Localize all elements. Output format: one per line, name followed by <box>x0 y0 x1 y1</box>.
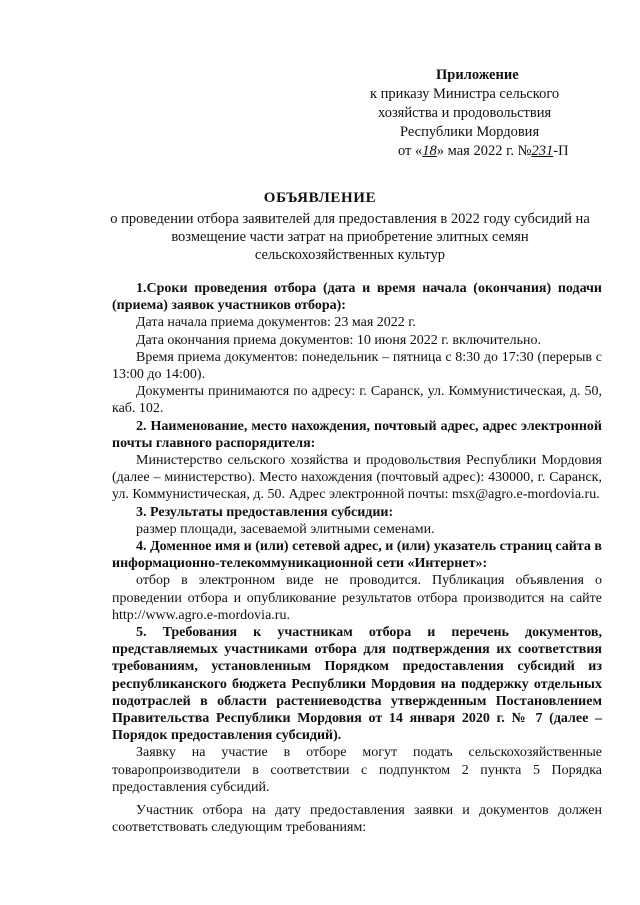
date-mid: » мая 2022 г. № <box>436 143 532 159</box>
order-number: 231 <box>531 143 554 159</box>
document-body <box>112 280 602 837</box>
section-1-para-1: Дата начала приема документов: 23 мая 2022 г. <box>136 315 416 331</box>
appendix-line-1: к приказу Министра сельского <box>370 86 560 102</box>
section-5-heading: 5. Требования к участникам отбора и перечень документов, представляемых участниками отбора для подтверждения их соответствия требованиям, установленным Порядком предоставления субсидий из республиканского бюджета Республики Мордовия на поддержку отдельных подотраслей в области растениеводства утвержденным Постановлением Правительства Республики Мордовия от 14 января 2020 г. № 7 (далее – Порядок предоставления субсидий). <box>112 625 602 744</box>
section-1-heading: 1.Сроки проведения отбора (дата и время начала (окончания) подачи (приема) заявок участников отбора): <box>112 281 602 314</box>
section-2-para-1: Министерство сельского хозяйства и продовольствия Республики Мордовия (далее – министерство). Место нахождения (почтовый адрес): 430000, г. Саранск, ул. Коммунистическая, д. 50. Адрес электронной почты: msx@agro.e-mordovia.ru. <box>112 453 602 503</box>
date-suffix: -П <box>553 143 569 159</box>
date-day: 18 <box>422 143 437 159</box>
appendix-line-3: Республики Мордовия <box>400 124 540 140</box>
section-1-para-4: Документы принимаются по адресу: г. Саранск, ул. Коммунистическая, д. 50, каб. 102. <box>112 384 602 417</box>
document-title: ОБЪЯВЛЕНИЕ <box>263 190 377 206</box>
section-3-para-1: размер площади, засеваемой элитными семенами. <box>136 521 435 537</box>
section-4-heading: 4. Доменное имя и (или) сетевой адрес, и (или) указатель страниц сайта в информационно-телекоммуникационной сети «Интернет»: <box>112 539 602 572</box>
section-4-para-1: отбор в электронном виде не проводится. Публикация объявления о проведении отбора и опубликование результатов отбора производится на сайте http://www.agro.e-mordovia.ru. <box>112 573 602 623</box>
section-3-heading: 3. Результаты предоставления субсидии: <box>136 504 394 520</box>
appendix-date-line <box>340 142 610 161</box>
section-5-para-1: Заявку на участие в отборе могут подать сельскохозяйственные товаропроизводители в соответствии с подпунктом 2 пункта 5 Порядка предоставления субсидий. <box>112 745 602 795</box>
document-subtitle: о проведении отбора заявителей для предоставления в 2022 году субсидий на возмещение части затрат на приобретение элитных семян сельскохозяйственных культур <box>110 211 590 263</box>
appendix-block <box>340 66 610 161</box>
section-5-para-2: Участник отбора на дату предоставления заявки и документов должен соответствовать следующим требованиям: <box>112 803 602 836</box>
section-1-para-2: Дата окончания приема документов: 10 июня 2022 г. включительно. <box>136 332 541 348</box>
appendix-title: Приложение <box>436 67 519 83</box>
section-2-heading: 2. Наименование, место нахождения, почтовый адрес, адрес электронной почты главного распорядителя: <box>112 418 602 451</box>
appendix-line-2: хозяйства и продовольствия <box>378 105 552 121</box>
date-prefix: от « <box>398 143 423 159</box>
section-1-para-3: Время приема документов: понедельник – пятница с 8:30 до 17:30 (перерыв с 13:00 до 14:00). <box>112 349 602 383</box>
